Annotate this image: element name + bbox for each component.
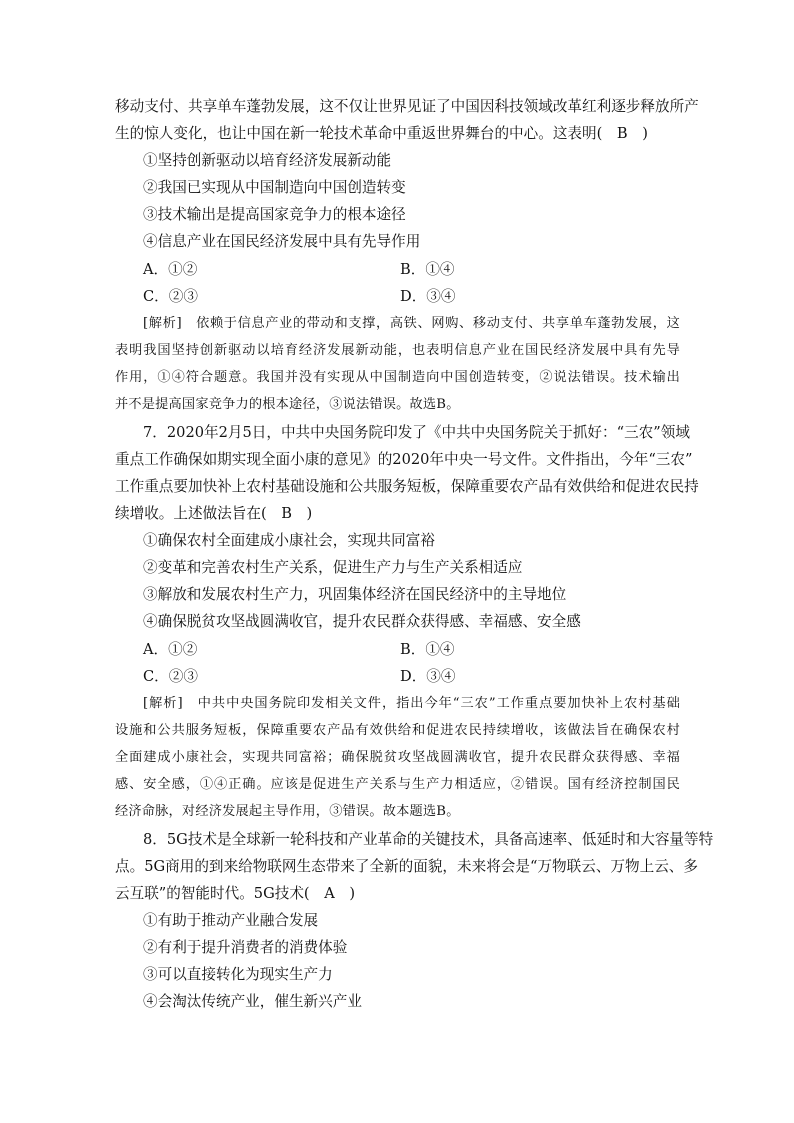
q8-stem-line-1: 8．5G技术是全球新一轮科技和产业革命的关键技术，具备高速率、低延时和大容量等特 (143, 831, 714, 848)
q7-choice-c: C．②③ (143, 668, 198, 685)
q6-explanation-line-4: 并不是提高国家竞争力的根本途径，③说法错误。故选B。 (115, 397, 460, 412)
q8-option-4: ④会淘汰传统产业，催生新兴产业 (143, 993, 362, 1010)
q6-explanation-line-1: [解析] 依赖于信息产业的带动和支撑，高铁、网购、移动支付、共享单车蓬勃发展，这 (143, 316, 680, 331)
q7-stem-line-2: 重点工作确保如期实现全面小康的意见》的2020年中央一号文件。文件指出，今年“三农” (115, 451, 693, 468)
q6-stem-line-2: 生的惊人变化，也让中国在新一轮技术革命中重返世界舞台的中心。这表明( B ) (115, 125, 648, 142)
q6-explanation-line-3: 作用，①④符合题意。我国并没有实现从中国制造向中国创造转变，②说法错误。技术输出 (115, 370, 680, 385)
q7-option-2: ②变革和完善农村生产关系，促进生产力与生产关系相适应 (143, 559, 523, 576)
q7-stem-line-3: 工作重点要加快补上农村基础设施和公共服务短板，保障重要农产品有效供给和促进农民持 (115, 478, 699, 495)
q7-stem-line-1: 7．2020年2月5日，中共中央国务院印发了《中共中央国务院关于抓好：“三农”领域 (143, 424, 690, 441)
q6-choice-a: A．①② (143, 261, 198, 278)
q7-explanation-line-1: [解析] 中共中央国务院印发相关文件，指出今年“三农”工作重点要加快补上农村基础 (143, 696, 680, 711)
q8-option-2: ②有利于提升消费者的消费体验 (143, 939, 348, 956)
q7-option-1: ①确保农村全面建成小康社会，实现共同富裕 (143, 532, 435, 549)
q6-option-4: ④信息产业在国民经济发展中具有先导作用 (143, 233, 421, 250)
q6-choice-d: D．③④ (400, 288, 456, 305)
q6-explanation-line-2: 表明我国坚持创新驱动以培育经济发展新动能，也表明信息产业在国民经济发展中具有先导 (115, 343, 680, 358)
q7-explanation-line-2: 设施和公共服务短板，保障重要农产品有效供给和促进农民持续增收，该做法旨在确保农村 (115, 723, 680, 738)
q8-option-1: ①有助于推动产业融合发展 (143, 912, 319, 929)
q6-option-3: ③技术输出是提高国家竞争力的根本途径 (143, 206, 406, 223)
q6-option-1: ①坚持创新驱动以培育经济发展新动能 (143, 152, 392, 169)
q8-option-3: ③可以直接转化为现实生产力 (143, 966, 333, 983)
q7-explanation-line-5: 经济命脉，对经济发展起主导作用，③错误。故本题选B。 (115, 804, 460, 819)
q7-choice-b: B．①④ (400, 641, 455, 658)
q7-option-4: ④确保脱贫攻坚战圆满收官，提升农民群众获得感、幸福感、安全感 (143, 613, 581, 630)
q7-explanation-line-4: 感、安全感，①④正确。应该是促进生产关系与生产力相适应，②错误。国有经济控制国民 (115, 777, 680, 792)
q6-option-2: ②我国已实现从中国制造向中国创造转变 (143, 179, 406, 196)
q6-stem-line-1: 移动支付、共享单车蓬勃发展，这不仅让世界见证了中国因科技领域改革红利逐步释放所产 (115, 98, 699, 115)
q7-choice-a: A．①② (143, 641, 198, 658)
q6-choice-c: C．②③ (143, 288, 198, 305)
q6-choice-b: B．①④ (400, 261, 455, 278)
q7-explanation-line-3: 全面建成小康社会，实现共同富裕；确保脱贫攻坚战圆满收官，提升农民群众获得感、幸福 (115, 750, 680, 765)
q8-stem-line-2: 点。5G商用的到来给物联网生态带来了全新的面貌，未来将会是“万物联云、万物上云、多 (115, 858, 698, 875)
q8-stem-line-3: 云互联”的智能时代。5G技术( A ) (115, 885, 356, 902)
q7-option-3: ③解放和发展农村生产力，巩固集体经济在国民经济中的主导地位 (143, 586, 567, 603)
q7-stem-line-4: 续增收。上述做法旨在( B ) (115, 505, 313, 522)
q7-choice-d: D．③④ (400, 668, 456, 685)
